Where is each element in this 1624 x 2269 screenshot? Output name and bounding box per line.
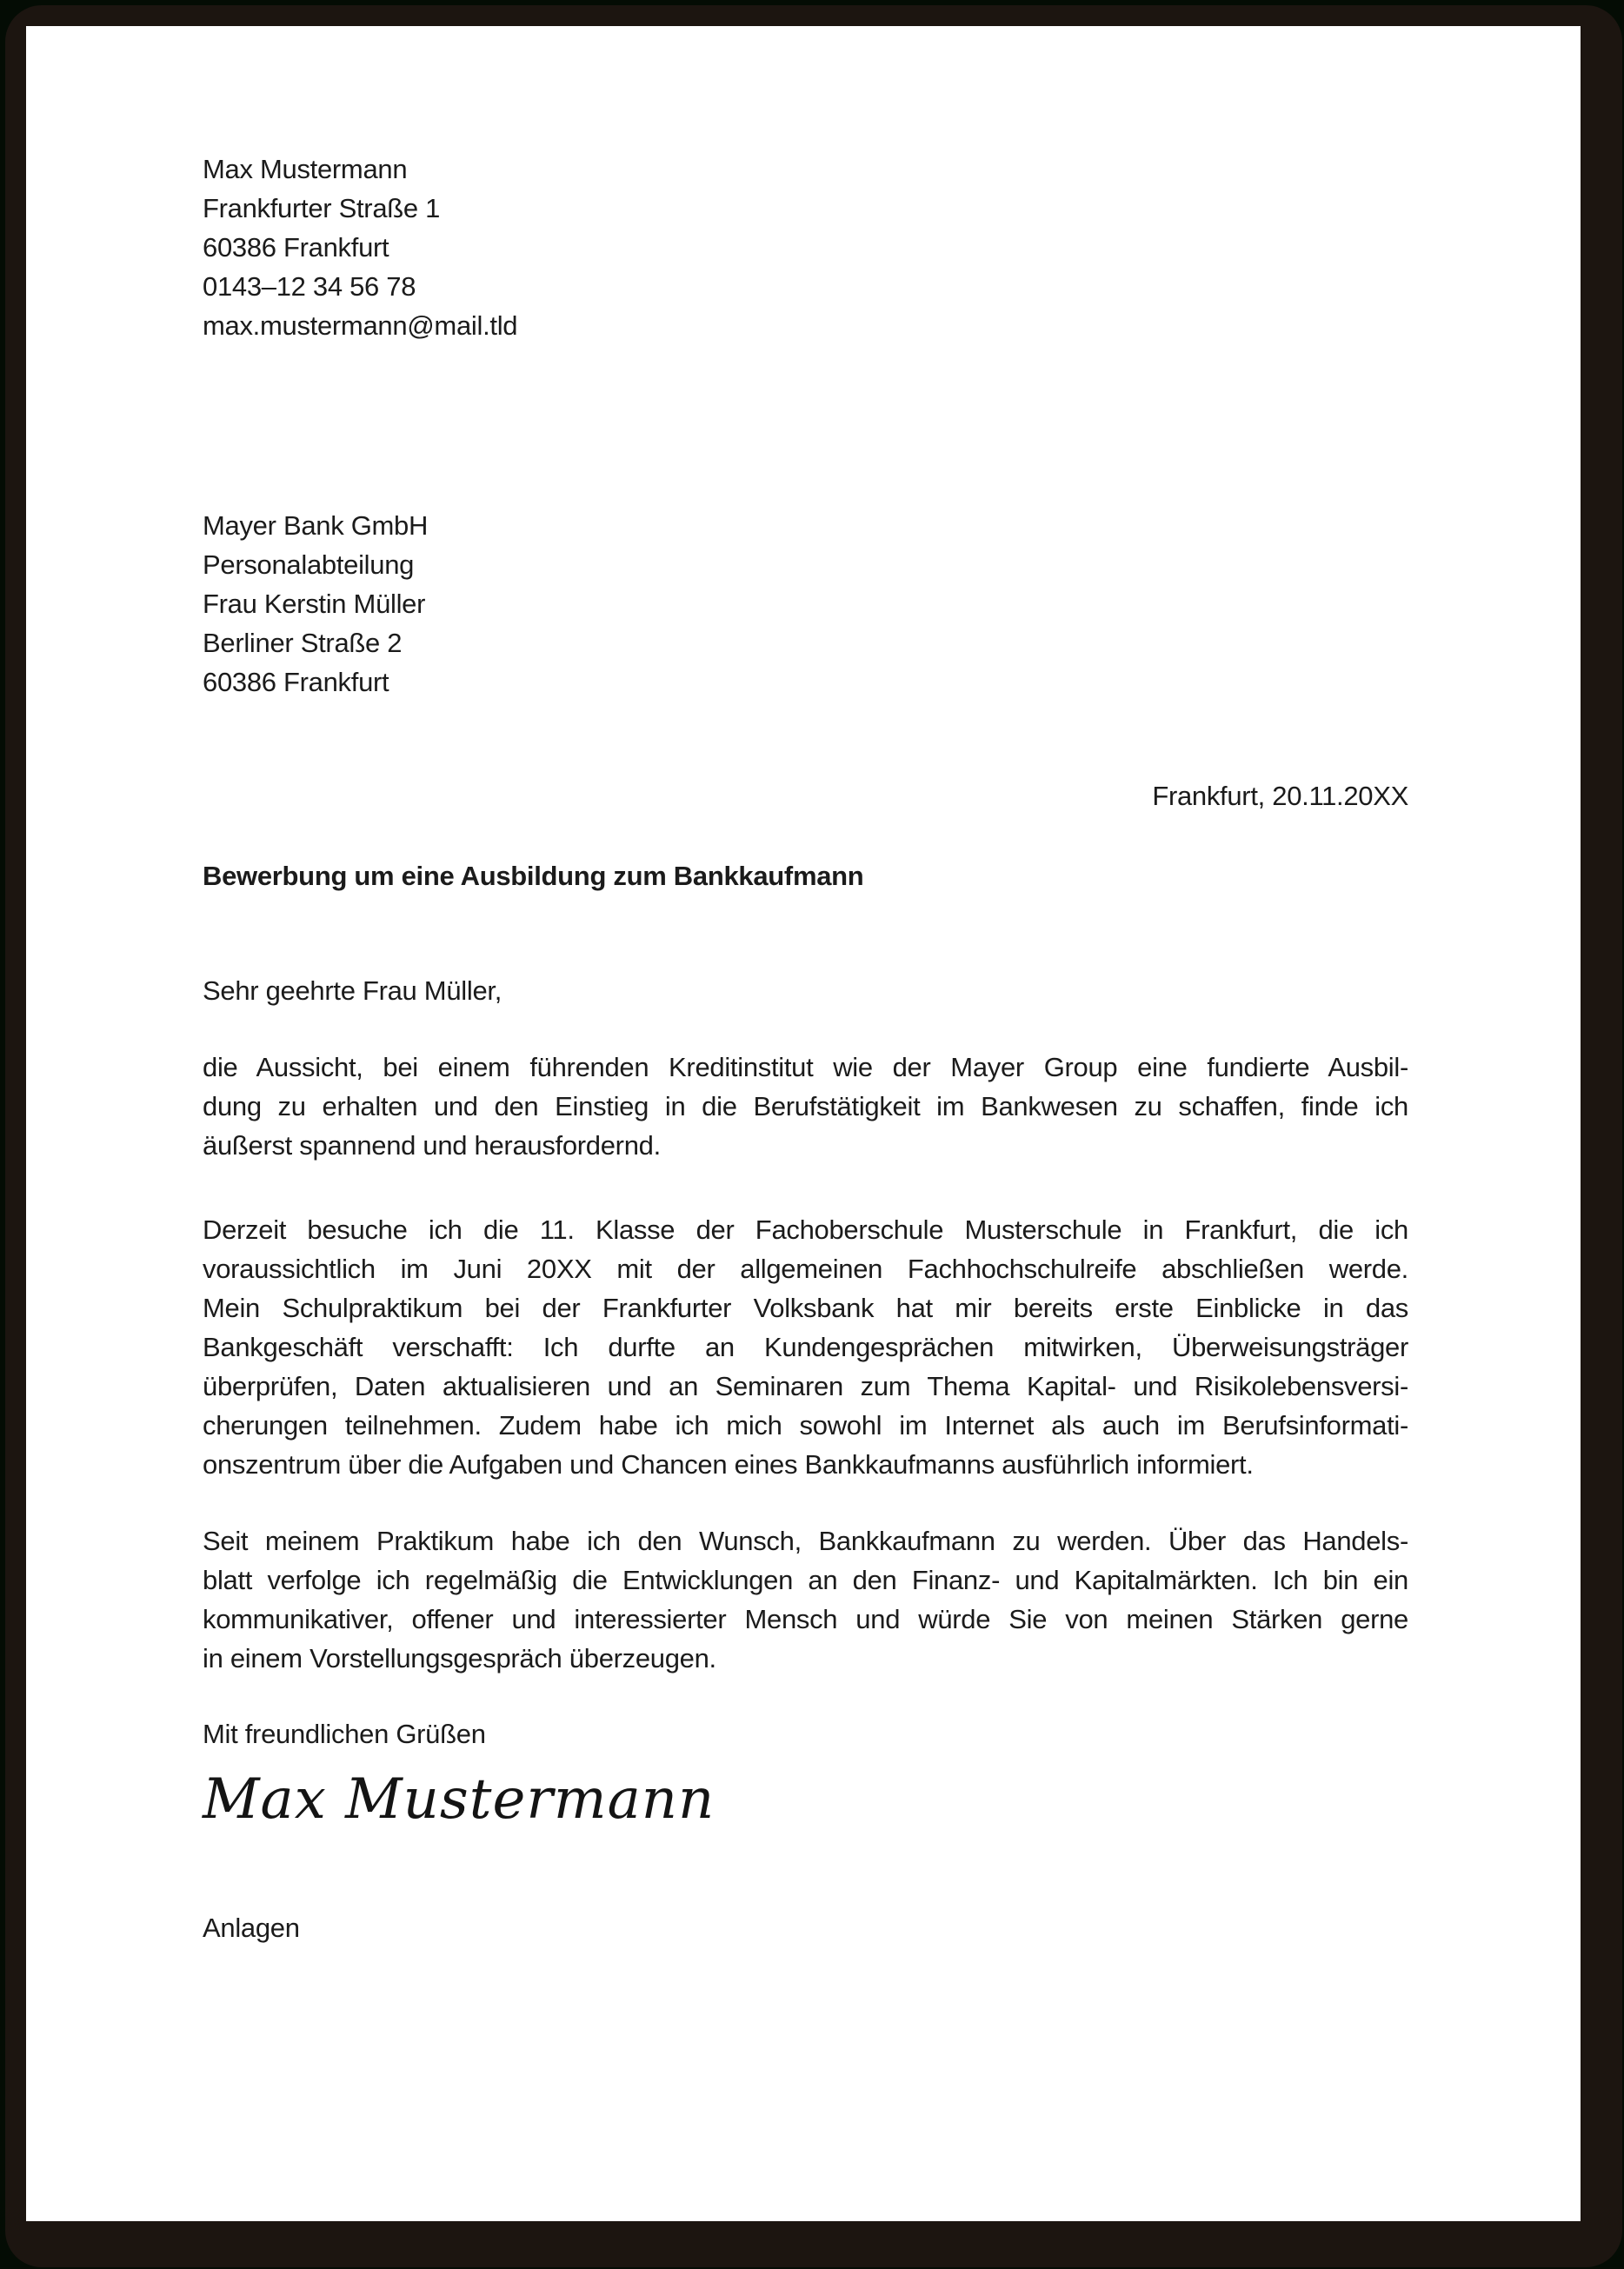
body-paragraph-2 (203, 1210, 1408, 1484)
paragraph-line: blatt verfolge ich regelmäßig die Entwicklungen an den Finanz- und Kapitalmärkten. Ich bin ein (203, 1565, 1408, 1595)
paragraph-line: onszentrum über die Aufgaben und Chancen eines Bankkaufmanns ausführlich informiert. (203, 1449, 1254, 1480)
subject-line: Bewerbung um eine Ausbildung zum Bankkaufmann (203, 861, 864, 891)
sender-phone: 0143–12 34 56 78 (203, 271, 416, 302)
paragraph-line: die Aussicht, bei einem führenden Kreditinstitut wie der Mayer Group eine fundierte Ausbil- (203, 1052, 1408, 1082)
body-paragraph-3 (203, 1521, 1408, 1678)
letter-page (26, 26, 1581, 2221)
paragraph-line: Seit meinem Praktikum habe ich den Wunsch, Bankkaufmann zu werden. Über das Handels- (203, 1526, 1408, 1556)
recipient-city: 60386 Frankfurt (203, 667, 389, 697)
sender-name: Max Mustermann (203, 154, 408, 184)
recipient-department: Personalabteilung (203, 549, 415, 580)
recipient-address (203, 506, 1408, 702)
signature: Max Mustermann (203, 1767, 715, 1832)
paragraph-line: Mein Schulpraktikum bei der Frankfurter Volksbank hat mir bereits erste Einblicke in das (203, 1293, 1408, 1323)
enclosures-label: Anlagen (203, 1913, 300, 1943)
paragraph-line: in einem Vorstellungsgespräch überzeugen. (203, 1643, 716, 1673)
paragraph-line: Bankgeschäft verschafft: Ich durfte an Kundengesprächen mitwirken, Überweisungsträger (203, 1332, 1408, 1362)
recipient-street: Berliner Straße 2 (203, 628, 403, 658)
sender-street: Frankfurter Straße 1 (203, 193, 441, 223)
sender-address (203, 150, 1408, 345)
body-paragraph-1 (203, 1048, 1408, 1165)
paragraph-line: kommunikativer, offener und interessierter Mensch und würde Sie von meinen Stärken gerne (203, 1604, 1408, 1634)
paragraph-line: dung zu erhalten und den Einstieg in die Berufstätigkeit im Bankwesen zu schaffen, finde ich (203, 1091, 1408, 1121)
paragraph-line: voraussichtlich im Juni 20XX mit der allgemeinen Fachhochschulreife abschließen werde. (203, 1254, 1408, 1284)
closing-phrase: Mit freundlichen Grüßen (203, 1719, 486, 1749)
paragraph-line: Derzeit besuche ich die 11. Klasse der Fachoberschule Musterschule in Frankfurt, die ich (203, 1214, 1408, 1245)
recipient-company: Mayer Bank GmbH (203, 510, 429, 541)
sender-email: max.mustermann@mail.tld (203, 310, 518, 341)
sender-city: 60386 Frankfurt (203, 232, 389, 263)
date-line: Frankfurt, 20.11.20XX (1152, 781, 1408, 811)
paragraph-line: cherungen teilnehmen. Zudem habe ich mich sowohl im Internet als auch im Berufsinformati- (203, 1410, 1408, 1441)
recipient-contact: Frau Kerstin Müller (203, 589, 426, 619)
salutation: Sehr geehrte Frau Müller, (203, 975, 503, 1006)
paragraph-line: überprüfen, Daten aktualisieren und an Seminaren zum Thema Kapital- und Risikolebensversi- (203, 1371, 1408, 1401)
paragraph-line: äußerst spannend und herausfordernd. (203, 1130, 661, 1161)
